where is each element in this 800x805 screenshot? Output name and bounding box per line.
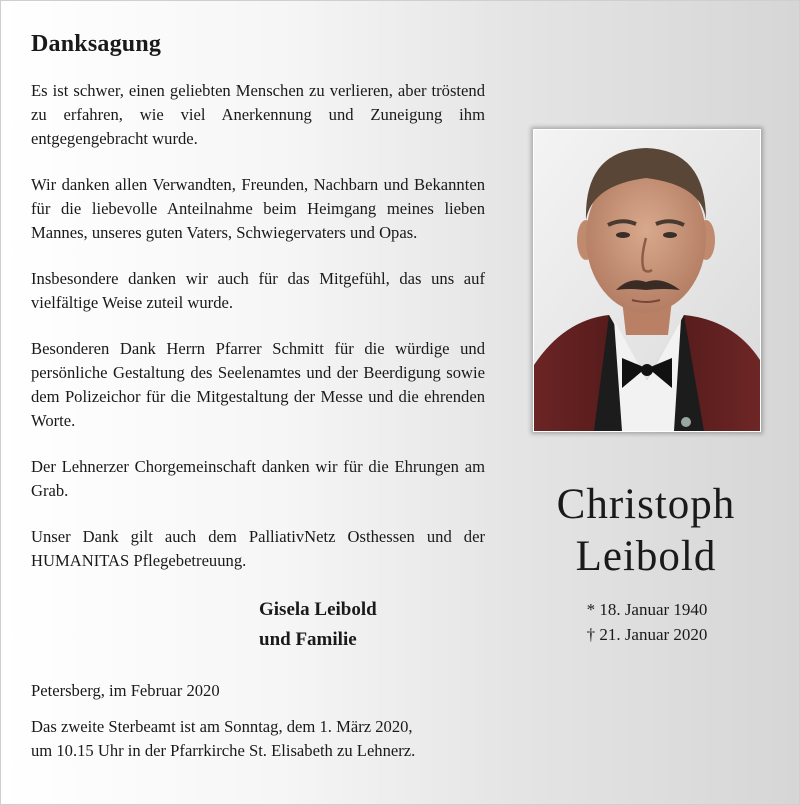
paragraph: Der Lehnerzer Chorgemeinschaft danken wir für die Ehrungen am Grab. xyxy=(31,457,485,500)
paragraph: Wir danken allen Verwandten, Freunden, Nachbarn und Bekannten für die liebevolle Anteilnahme beim Heimgang meines lieben Mannes, unseres guten Vaters, Schwiegervaters und Opas. xyxy=(31,175,485,242)
first-name: Christoph xyxy=(556,481,736,528)
birth-date: * 18. Januar 1940 xyxy=(586,600,708,619)
paragraph: Besonderen Dank Herrn Pfarrer Schmitt für die würdige und persönliche Gestaltung des Seelenamtes und der Beerdigung sowie dem Polizeichor für die Mitgestaltung der Messe und die ehrenden Worte. xyxy=(31,339,485,430)
signer-family: und Familie xyxy=(259,629,357,650)
heading: Danksagung xyxy=(31,31,162,57)
paragraph: Insbesondere danken wir auch für das Mitgefühl, das uns auf vielfältige Weise zuteil wurde. xyxy=(31,269,485,312)
portrait-photo xyxy=(533,129,761,432)
thanks-column xyxy=(31,31,485,763)
last-name: Leibold xyxy=(575,533,717,580)
place-date: Petersberg, im Februar 2020 xyxy=(31,681,220,700)
paragraph: Es ist schwer, einen geliebten Menschen zu verlieren, aber tröstend zu erfahren, wie viel Anerkennung und Zuneigung ihm entgegengebracht wurde. xyxy=(31,81,485,148)
paragraph: Unser Dank gilt auch dem PalliativNetz Osthessen und der HUMANITAS Pflegebetreuung. xyxy=(31,527,485,570)
mass-notice xyxy=(31,715,511,763)
mass-notice-line: um 10.15 Uhr in der Pfarrkirche St. Elisabeth zu Lehnerz. xyxy=(31,741,416,760)
mass-notice-line: Das zweite Sterbeamt ist am Sonntag, dem 1. März 2020, xyxy=(31,717,413,736)
portrait-illustration xyxy=(534,130,760,431)
signers xyxy=(259,595,485,655)
signer-name: Gisela Leibold xyxy=(259,599,377,620)
death-date: † 21. Januar 2020 xyxy=(586,625,708,644)
deceased-name xyxy=(521,479,771,583)
life-dates xyxy=(547,597,747,647)
